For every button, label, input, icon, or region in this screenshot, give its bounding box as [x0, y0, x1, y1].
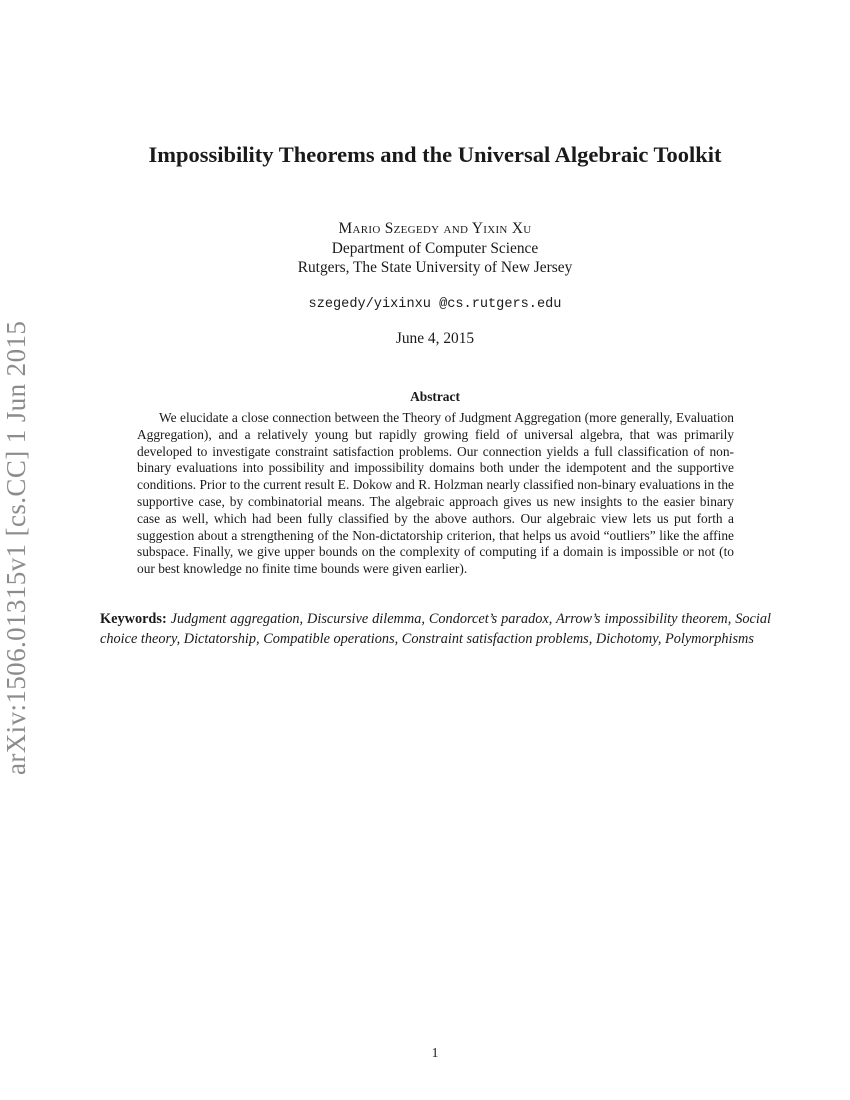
arxiv-identifier: arXiv:1506.01315v1 [cs.CC] 1 Jun 2015 — [1, 320, 31, 775]
abstract-text: We elucidate a close connection between the Theory of Judgment Aggregation (more generally, Evaluation Aggregation), and a relatively young but rapidly growing field of universal algebra, that was primarily developed to investigate constraint satisfaction problems. Our connection yields a full classification of non-binary evaluations into possibility and impossibility domains both under the idempotent and the supportive conditions. Prior to the current result E. Dokow and R. Holzman nearly classified non-binary evaluations in the supportive case, by combinatorial means. The algebraic approach gives us new insights to the easier binary case as well, which had been fully classified by the above authors. Our algebraic view lets us put forth a suggestion about a strengthening of the Non-dictatorship criterion, that helps us avoid “outliers” like the affine subspace. Finally, we give upper bounds on the complexity of computing if a domain is impossible or not (to our best knowledge no finite time bounds were given earlier). — [137, 410, 734, 577]
author-email: szegedy/yixinxu @cs.rutgers.edu — [308, 297, 562, 312]
author-institution: Rutgers, The State University of New Jersey — [297, 259, 573, 276]
abstract-heading: Abstract — [410, 389, 460, 404]
author-department: Department of Computer Science — [331, 239, 539, 257]
paper-date: June 4, 2015 — [395, 330, 475, 347]
keywords-section — [100, 610, 771, 649]
author-block — [100, 219, 770, 278]
keywords-list: Judgment aggregation, Discursive dilemma, Condorcet’s paradox, Arrow’s impossibility theorem, Social choice theory, Dictatorship, Compatible operations, Constraint satisfaction problems, Dichotomy, Polymorphisms — [100, 611, 771, 647]
author-names: Mario Szegedy and Yixin Xu — [338, 220, 532, 237]
paper-title: Impossibility Theorems and the Universal Algebraic Toolkit — [148, 142, 722, 167]
keywords-label: Keywords: — [100, 611, 167, 627]
page-number: 1 — [431, 1045, 439, 1060]
